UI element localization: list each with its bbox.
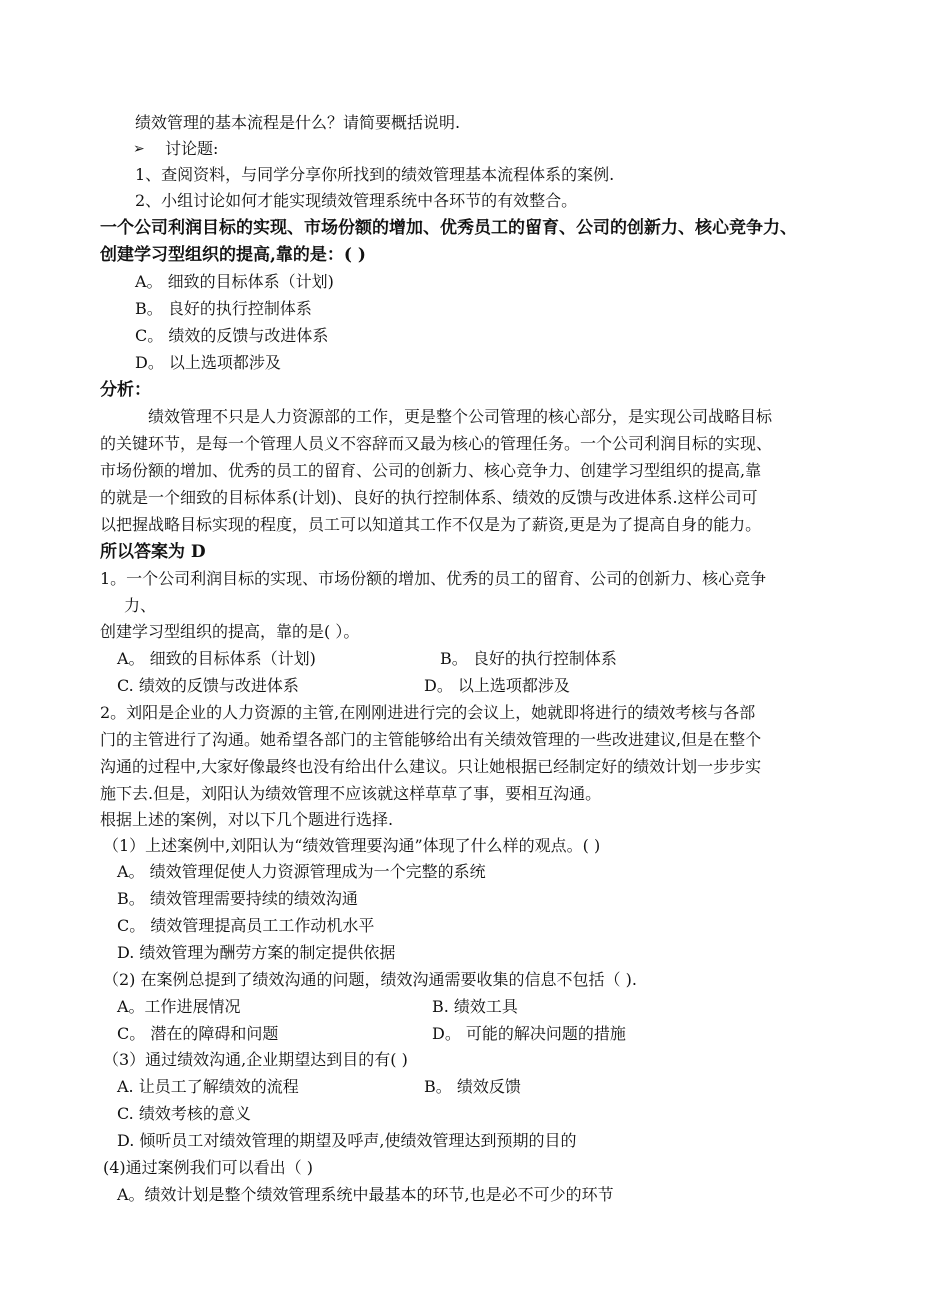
bold-question-option-c: C。 绩效的反馈与改进体系 — [135, 326, 329, 345]
bold-question-option-d: D。 以上选项都涉及 — [135, 353, 281, 372]
analysis-line: 的就是一个细致的目标体系(计划)、良好的执行控制体系、绩效的反馈与改进体系.这样公司可 — [100, 488, 758, 507]
q2-case-line: 2。刘阳是企业的人力资源的主管,在刚刚进进行完的会议上，她就即将进行的绩效考核与各部 — [100, 703, 756, 722]
q1-option-c: C. 绩效的反馈与改进体系 — [117, 676, 299, 695]
q1-option-a: A。 细致的目标体系（计划) — [117, 649, 316, 668]
q2-sub1-option-a: A。 绩效管理促使人力资源管理成为一个完整的系统 — [117, 862, 486, 881]
q2-sub2-option-c: C。 潜在的障碍和问题 — [117, 1024, 279, 1043]
bold-question-option-a: A。 细致的目标体系（计划) — [135, 272, 334, 291]
q2-sub3-option-d: D. 倾听员工对绩效管理的期望及呼声,使绩效管理达到预期的目的 — [117, 1131, 577, 1150]
bold-question-option-b: B。 良好的执行控制体系 — [135, 299, 312, 318]
bullet-arrow-icon: ➢ — [133, 141, 145, 157]
q1-option-b: B。 良好的执行控制体系 — [440, 649, 617, 668]
q2-case-line: 门的主管进行了沟通。她希望各部门的主管能够给出有关绩效管理的一些改进建议,但是在整个 — [100, 730, 762, 749]
q2-sub1-option-c: C。 绩效管理提高员工工作动机水平 — [117, 916, 375, 935]
q2-case-line: 沟通的过程中,大家好像最终也没有给出什么建议。只让她根据已经制定好的绩效计划一步步实 — [100, 757, 762, 776]
analysis-line: 市场份额的增加、优秀的员工的留育、公司的创新力、核心竞争力、创建学习型组织的提高,靠 — [100, 461, 762, 480]
q2-case-line: 施下去.但是，刘阳认为绩效管理不应该就这样草草了事，要相互沟通。 — [100, 784, 602, 803]
q2-sub4-option-a: A。绩效计划是整个绩效管理系统中最基本的环节,也是必不可少的环节 — [117, 1185, 614, 1204]
answer-line: 所以答案为 D — [100, 542, 206, 562]
q2-sub1-question: （1）上述案例中,刘阳认为“绩效管理要沟通”体现了什么样的观点。( ) — [103, 836, 601, 855]
analysis-line: 绩效管理不只是人力资源部的工作，更是整个公司管理的核心部分，是实现公司战略目标 — [148, 407, 773, 426]
q2-sub2-question: （2) 在案例总提到了绩效沟通的问题，绩效沟通需要收集的信息不包括（ ). — [103, 970, 637, 989]
q1-option-d: D。 以上选项都涉及 — [424, 676, 570, 695]
q1-stem-line-1-cont: 力、 — [124, 596, 157, 615]
q2-sub3-option-b: B。 绩效反馈 — [424, 1077, 521, 1096]
discussion-label: 讨论题: — [165, 139, 219, 158]
q2-sub2-option-b: B. 绩效工具 — [432, 997, 518, 1016]
q2-sub2-option-a: A。工作进展情况 — [117, 997, 241, 1016]
analysis-label: 分析： — [100, 380, 151, 400]
q2-sub2-option-d: D。 可能的解决问题的措施 — [432, 1024, 626, 1043]
analysis-line: 以把握战略目标实现的程度，员工可以知道其工作不仅是为了薪资,更是为了提高自身的能力。 — [100, 515, 762, 534]
bold-question-line-1: 一个公司利润目标的实现、市场份额的增加、优秀员工的留育、公司的创新力、核心竞争力、 — [100, 218, 797, 238]
q2-sub4-question: (4)通过案例我们可以看出（ ) — [103, 1158, 313, 1177]
q2-sub1-option-d: D. 绩效管理为酬劳方案的制定提供依据 — [117, 943, 396, 962]
analysis-line: 的关键环节，是每一个管理人员义不容辞而又最为核心的管理任务。一个公司利润目标的实现、 — [100, 434, 773, 453]
q2-sub1-option-b: B。 绩效管理需要持续的绩效沟通 — [117, 889, 358, 908]
q2-sub3-option-c: C. 绩效考核的意义 — [117, 1104, 251, 1123]
q1-stem-line-2: 创建学习型组织的提高，靠的是( ）。 — [100, 622, 360, 641]
discussion-item-1: 1、查阅资料，与同学分享你所找到的绩效管理基本流程体系的案例. — [135, 165, 615, 184]
bold-question-line-2: 创建学习型组织的提高,靠的是：( ) — [100, 245, 366, 265]
intro-question: 绩效管理的基本流程是什么？请简要概括说明. — [135, 113, 461, 132]
discussion-item-2: 2、小组讨论如何才能实现绩效管理系统中各环节的有效整合。 — [135, 191, 578, 210]
q2-instruction: 根据上述的案例，对以下几个题进行选择. — [100, 810, 394, 829]
q2-sub3-option-a: A. 让员工了解绩效的流程 — [117, 1077, 299, 1096]
q2-sub3-question: （3）通过绩效沟通,企业期望达到目的有( ) — [103, 1050, 408, 1069]
q1-stem-line-1: 1。一个公司利润目标的实现、市场份额的增加、优秀的员工的留育、公司的创新力、核心竞争 — [100, 569, 767, 588]
